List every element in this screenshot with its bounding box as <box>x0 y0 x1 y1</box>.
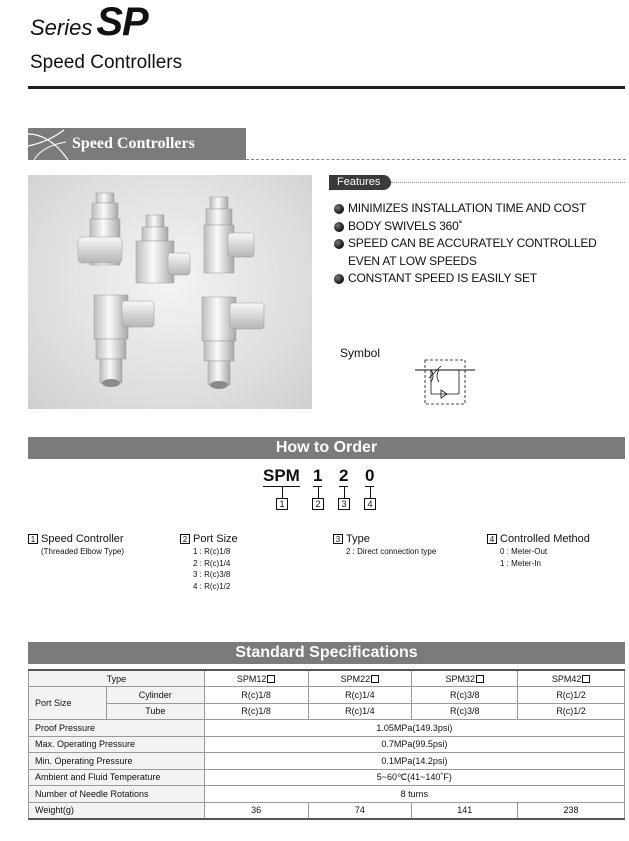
table-cell: 8 turns <box>204 786 624 803</box>
list-item <box>334 270 629 288</box>
table-cell: R(c)3/8 <box>412 703 518 720</box>
table-row <box>29 720 625 737</box>
order-connector <box>282 487 283 498</box>
order-column-type <box>333 533 436 558</box>
row-label: Max. Operating Pressure <box>29 736 205 753</box>
column-item: 3 : R(c)3/8 <box>193 570 231 579</box>
type-name: SPM42 <box>551 673 582 684</box>
flow-control-symbol-icon <box>415 356 475 408</box>
column-item: 2 : Direct connection type <box>346 547 437 556</box>
speed-controller-illustration <box>28 175 312 409</box>
bullet-icon <box>334 274 344 284</box>
order-code-digit: 0 <box>365 466 375 485</box>
order-connector <box>318 487 319 498</box>
features-tag: Features <box>329 175 391 190</box>
column-item: 1 : R(c)1/8 <box>193 547 231 556</box>
order-box: 2 <box>312 498 324 510</box>
checkbox-square-icon <box>476 675 484 683</box>
section-banner <box>28 128 246 160</box>
table-cell: 5~60℃(41~140˚F) <box>204 769 624 786</box>
column-item: 1 : Meter-In <box>500 558 541 568</box>
features-list <box>334 200 629 288</box>
column-title: Type <box>346 533 370 545</box>
column-number: 4 <box>487 534 497 544</box>
page-title: Speed Controllers <box>30 52 183 73</box>
table-row <box>29 802 625 819</box>
table-cell: R(c)1/8 <box>204 703 308 720</box>
column-item: 2 : R(c)1/4 <box>193 558 231 568</box>
column-item: 0 : Meter-Out <box>500 547 548 556</box>
banner-label: Speed Controllers <box>72 135 195 152</box>
features-divider <box>391 182 625 183</box>
table-row <box>29 703 625 720</box>
column-item: 4 : R(c)1/2 <box>193 581 231 591</box>
how-to-order-heading: How to Order <box>28 437 625 459</box>
table-cell: R(c)1/8 <box>204 687 308 704</box>
order-column-controlled-method <box>487 533 590 569</box>
bullet-icon <box>334 239 344 249</box>
table-cell: 0.1MPa(14.2psi) <box>204 753 624 770</box>
symbol-label: Symbol <box>340 346 381 360</box>
series-code: SP <box>96 0 148 44</box>
order-box: 1 <box>276 498 288 510</box>
column-title: Port Size <box>193 533 238 545</box>
checkbox-square-icon <box>371 675 379 683</box>
series-heading <box>30 0 148 45</box>
header-rule <box>28 86 625 89</box>
order-connector <box>370 487 371 498</box>
port-size-label: Port Size <box>29 687 107 720</box>
feature-text: SPEED CAN BE ACCURATELY CONTROLLED EVEN AT LOW SPEEDS <box>348 236 597 268</box>
row-label: Weight(g) <box>29 802 205 819</box>
order-connector <box>344 487 345 498</box>
specifications-table <box>28 669 625 820</box>
product-photo <box>28 175 312 409</box>
cylinder-label: Cylinder <box>106 687 204 704</box>
table-cell: R(c)1/2 <box>518 703 625 720</box>
table-row <box>29 687 625 704</box>
series-word: Series <box>30 15 93 40</box>
tube-label: Tube <box>106 703 204 720</box>
table-cell: 36 <box>204 802 308 819</box>
row-label: Number of Needle Rotations <box>29 786 205 803</box>
type-name: SPM22 <box>340 673 371 684</box>
column-number: 1 <box>28 534 38 544</box>
type-name: SPM12 <box>236 673 267 684</box>
checkbox-square-icon <box>582 675 590 683</box>
list-item <box>334 200 629 218</box>
banner-divider <box>246 159 626 160</box>
type-cell <box>518 670 625 687</box>
table-cell: R(c)1/2 <box>518 687 625 704</box>
column-number: 3 <box>333 534 343 544</box>
feature-text: BODY SWIVELS 360˚ <box>348 218 463 233</box>
table-cell: R(c)1/4 <box>308 687 412 704</box>
table-cell: 74 <box>308 802 412 819</box>
order-box: 4 <box>364 498 376 510</box>
table-cell: 238 <box>518 802 625 819</box>
table-cell: 1.05MPa(149.3psi) <box>204 720 624 737</box>
column-number: 2 <box>180 534 190 544</box>
feature-text: MINIMIZES INSTALLATION TIME AND COST <box>348 201 587 215</box>
row-label: Ambient and Fluid Temperature <box>29 769 205 786</box>
bullet-icon <box>334 222 344 232</box>
feature-text: CONSTANT SPEED IS EASILY SET <box>348 271 537 285</box>
table-cell: 0.7MPa(99.5psi) <box>204 736 624 753</box>
column-item: (Threaded Elbow Type) <box>41 547 125 556</box>
type-cell <box>412 670 518 687</box>
table-row <box>29 769 625 786</box>
order-code-prefix: SPM <box>263 466 300 485</box>
table-row <box>29 736 625 753</box>
table-row <box>29 670 625 687</box>
table-cell: 141 <box>412 802 518 819</box>
type-header: Type <box>29 670 205 687</box>
table-row <box>29 786 625 803</box>
table-cell: R(c)1/4 <box>308 703 412 720</box>
order-column-port-size <box>180 533 238 592</box>
checkbox-square-icon <box>267 675 275 683</box>
table-row <box>29 753 625 770</box>
order-box: 3 <box>338 498 350 510</box>
specifications-heading: Standard Specifications <box>28 642 625 664</box>
row-label: Proof Pressure <box>29 720 205 737</box>
column-title: Controlled Method <box>500 533 590 545</box>
type-name: SPM32 <box>445 673 475 684</box>
type-cell <box>308 670 412 687</box>
list-item <box>334 235 629 270</box>
type-cell <box>204 670 308 687</box>
order-code-digit: 2 <box>339 466 349 485</box>
order-column-speed-controller <box>28 533 124 558</box>
order-code-digit: 1 <box>313 466 323 485</box>
column-title: Speed Controller <box>41 533 124 545</box>
list-item <box>334 218 629 236</box>
bullet-icon <box>334 204 344 214</box>
table-cell: R(c)3/8 <box>412 687 518 704</box>
row-label: Min. Operating Pressure <box>29 753 205 770</box>
